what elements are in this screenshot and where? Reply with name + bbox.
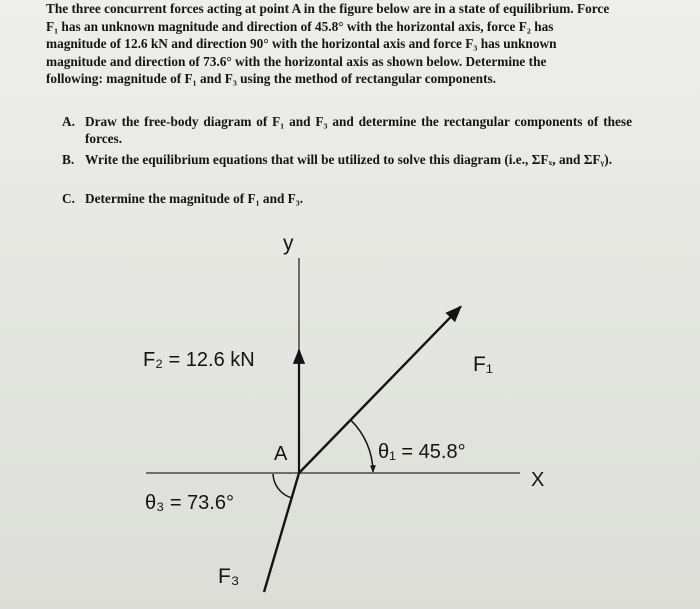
x-axis-label: X xyxy=(531,469,545,491)
intro-line: following: magnitude of F₁ and F₃ using the method of rectangular components. xyxy=(46,71,496,87)
intro-line: magnitude of 12.6 kN and direction 90° with the horizontal axis and force F₃ has unknown xyxy=(46,36,557,52)
origin-label: A xyxy=(274,443,288,465)
f2-label: F₂ = 12.6 kN xyxy=(143,349,255,371)
question-a-text: Draw the free-body diagram of F₁ and F₃ and determine the rectangular components of these forces. xyxy=(85,114,632,146)
f3-label: F₃ xyxy=(218,565,240,588)
intro-line: F₁ has an unknown magnitude and direction of 45.8° with the horizontal axis, force F₂ has xyxy=(46,18,554,34)
question-b-letter: B. xyxy=(62,152,75,167)
theta1-label: θ₁ = 45.8° xyxy=(378,441,466,463)
theta1-arc xyxy=(351,420,373,472)
theta3-label: θ₃ = 73.6° xyxy=(145,492,234,514)
question-c-text: Determine the magnitude of F₁ and F₃. xyxy=(85,191,304,206)
intro-line: magnitude and direction of 73.6° with the horizontal axis as shown below. Determine the xyxy=(46,53,547,69)
question-a-letter: A. xyxy=(62,114,75,129)
f3-vector xyxy=(264,473,299,592)
theta3-arc xyxy=(273,474,292,498)
question-b-text: Write the equilibrium equations that will be utilized to solve this diagram (i.e., ΣFₓ, and ΣFᵧ). xyxy=(85,152,613,167)
y-axis-label: y xyxy=(283,232,294,255)
question-c-letter: C. xyxy=(62,191,75,206)
intro-line: The three concurrent forces acting at point A in the figure below are in a state of equilibrium. Force xyxy=(46,1,610,16)
f1-label: F₁ xyxy=(473,353,493,376)
